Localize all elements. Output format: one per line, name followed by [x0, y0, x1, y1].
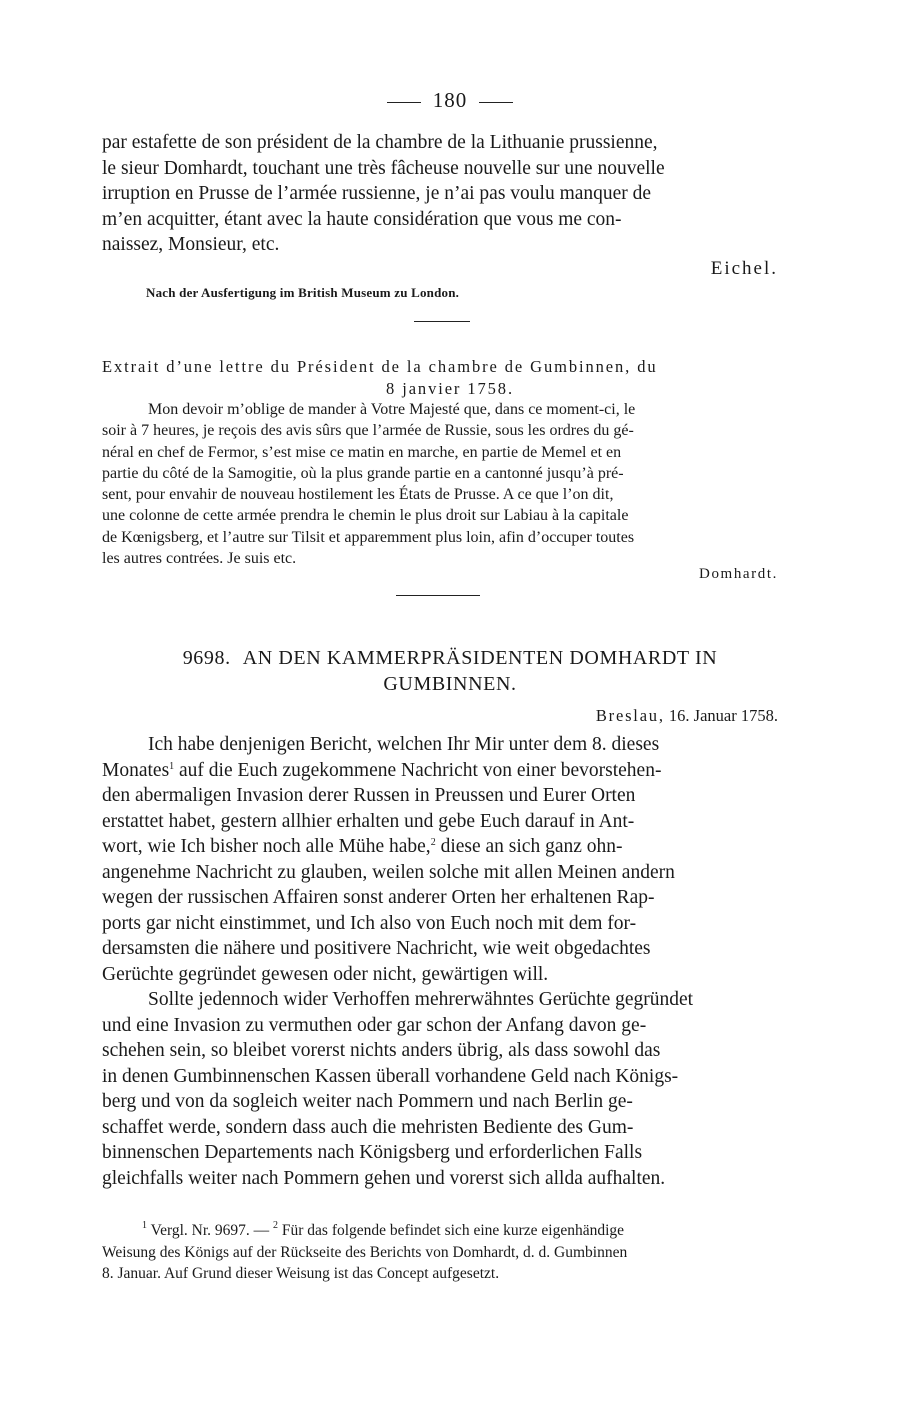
text-line: berg und von da sogleich weiter nach Pommern und nach Berlin ge- [102, 1091, 633, 1112]
text-line: Mon devoir m’oblige de mander à Votre Majesté que, dans ce moment-ci, le [148, 401, 636, 418]
signature-domhardt: Domhardt. [699, 566, 778, 582]
text-line: erstattet habet, gestern allhier erhalten und gebe Euch darauf in Ant- [102, 810, 635, 832]
document-number: 9698. [182, 647, 231, 669]
text-line: den abermaligen Invasion derer Russen in Preussen und Eurer Orten [102, 785, 636, 806]
section-divider [396, 595, 480, 596]
text-line: und eine Invasion zu vermuthen oder gar schon der Anfang davon ge- [102, 1014, 647, 1036]
place-date [102, 706, 778, 726]
letter-body [102, 732, 798, 1191]
document-title-line1: AN DEN KAMMERPRÄSIDENTEN DOMHARDT IN [242, 647, 718, 669]
text-line: gleichfalls weiter nach Pommern gehen und vorerst sich allda aufhalten. [102, 1167, 666, 1189]
header-dash-right [479, 102, 513, 103]
document-title-line2: GUMBINNEN. [383, 673, 517, 695]
text-line: ports gar nicht einstimmet, und Ich also von Euch noch mit dem for- [102, 912, 637, 934]
footnote-ref-1: 1 [169, 760, 175, 772]
text-line: schaffet werde, sondern dass auch die mehristen Bediente des Gum- [102, 1116, 634, 1138]
footnote-ref-2: 2 [430, 837, 436, 848]
extract-heading-line2: 8 janvier 1758. [386, 379, 514, 398]
footnote-line: Weisung des Königs auf der Rückseite des Berichts von Domhardt, d. d. Gumbinnen [102, 1243, 628, 1261]
text-line: angenehme Nachricht zu glauben, weilen solche mit allen Meinen andern [102, 861, 675, 883]
text-line: sent, pour envahir de nouveau hostilement les États de Prusse. A ce que l’on dit, [102, 486, 614, 504]
signature-eichel: Eichel. [710, 258, 778, 279]
document-title [102, 645, 798, 697]
letter-continuation [102, 130, 798, 258]
text-line: néral en chef de Fermor, s’est mise ce matin en marche, en partie de Memel et en [102, 443, 622, 461]
text-line: dersamsten die nähere und positivere Nachricht, wie weit obgedachtes [102, 938, 651, 959]
extract-body [102, 399, 798, 569]
page-number-text: 180 [432, 88, 468, 112]
text-line: in denen Gumbinnenschen Kassen überall vorhandene Geld nach Königs- [102, 1065, 679, 1087]
place: Breslau, [595, 706, 665, 725]
extract-heading [102, 356, 798, 400]
extract-heading-line1: Extrait d’une lettre du Président de la chambre de Gumbinnen, du [102, 357, 658, 376]
text-line: m’en acquitter, étant avec la haute considération que vous me con- [102, 208, 622, 230]
text-line: Ich habe denjenigen Bericht, welchen Ihr Mir unter dem 8. dieses [148, 734, 660, 755]
footnote-line: 8. Januar. Auf Grund dieser Weisung ist das Concept aufgesetzt. [102, 1265, 500, 1282]
footnotes [102, 1220, 798, 1285]
text-line: les autres contrées. Je suis etc. [102, 550, 297, 568]
text-line: soir à 7 heures, je reçois des avis sûrs que l’armée de Russie, sous les ordres du gé- [102, 422, 634, 440]
text-line: wegen der russischen Affairen sonst anderer Orten her erhaltenen Rap- [102, 887, 655, 908]
date: 16. Januar 1758. [668, 706, 778, 725]
text-line: wort, wie Ich bisher noch alle Mühe habe,$^2$ diese an sich ganz ohn- [102, 836, 623, 857]
text-line: irruption en Prusse de l’armée russienne, je n’ai pas voulu manquer de [102, 183, 652, 204]
text-line: binnenschen Departements nach Königsberg und erforderlichen Falls [102, 1142, 643, 1163]
footnote-line: $^1$ Vergl. Nr. 9697. — $^2$ Für das folgende befindet sich eine kurze eigenhändige [142, 1220, 625, 1239]
header-dash-left [387, 102, 421, 103]
text-line: partie du côté de la Samogitie, où la plus grande partie en a cantonné jusqu’à pré- [102, 464, 624, 482]
text-line: de Kœnigsberg, et l’autre sur Tilsit et apparemment plus loin, afin d’occuper toutes [102, 528, 635, 546]
text-line: Gerüchte gegründet gewesen oder nicht, gewärtigen will. [102, 963, 549, 985]
text-line: Monates$^1$ auf die Euch zugekommene Nachricht von einer bevorstehen- [102, 759, 662, 781]
section-divider [414, 321, 470, 322]
text-line: par estafette de son président de la chambre de la Lithuanie prussienne, [102, 132, 658, 153]
page-number [0, 88, 900, 113]
source-note: Nach der Ausfertigung im British Museum zu London. [146, 285, 460, 300]
text-line: une colonne de cette armée prendra le chemin le plus droit sur Labiau à la capitale [102, 507, 629, 525]
text-line: Sollte jedennoch wider Verhoffen mehrerwähntes Gerüchte gegründet [148, 989, 694, 1010]
text-line: schehen sein, so bleibet vorerst nichts anders übrig, als dass sowohl das [102, 1040, 661, 1061]
text-line: le sieur Domhardt, touchant une très fâcheuse nouvelle sur une nouvelle [102, 157, 665, 179]
text-line: naissez, Monsieur, etc. [102, 234, 280, 255]
